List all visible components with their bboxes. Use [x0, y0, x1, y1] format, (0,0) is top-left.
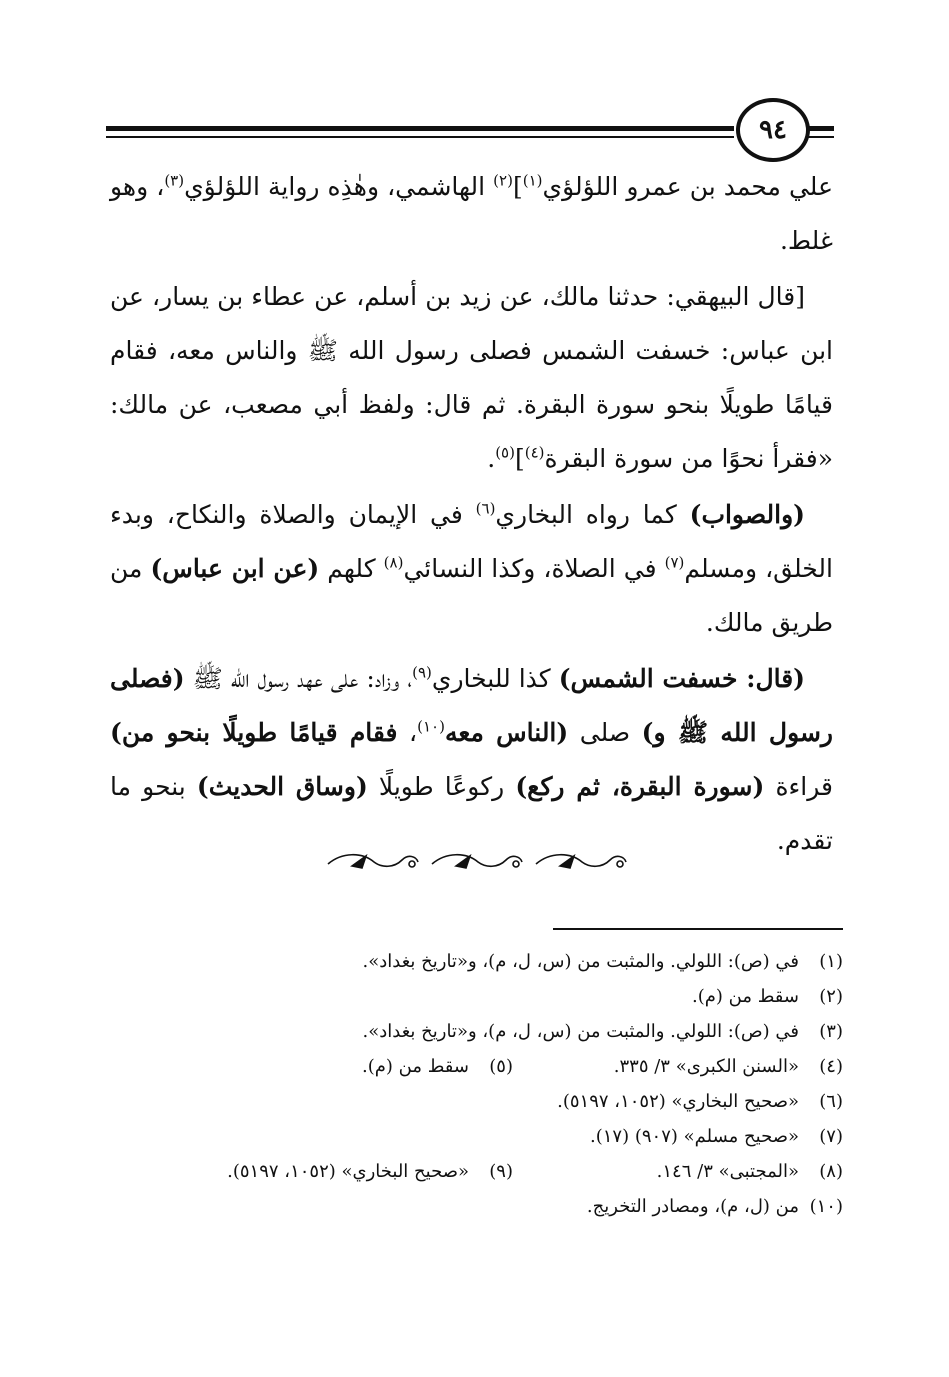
footnote-ref-3[interactable]: (٣) — [164, 171, 185, 190]
p2-text-c: . — [487, 444, 496, 473]
footnote-number: (٦) — [819, 1091, 843, 1112]
footnote-7 — [110, 1119, 843, 1154]
footnote-number: (٢) — [819, 986, 843, 1007]
footnote-ref-2[interactable]: (٢) — [493, 171, 513, 190]
footnote-number: (٧) — [819, 1126, 843, 1147]
page-number: ٩٤ — [736, 98, 810, 162]
p2-text-a: [قال البيهقي: حدثنا مالك، عن زيد بن أسلم، عن عطاء بن يسار، عن ابن عباس: خسفت الشمس فصلى رسول الله ﷺ والناس معه، فقام قيامًا طويلًا بنحو سورة البقرة. ثم قال: ولفظ أبي مصعب، عن مالك: «فقرأ نحوًا من سورة البقرة — [110, 282, 833, 473]
footnote-text: من (ل، م)، ومصادر التخريج. — [586, 1196, 799, 1217]
p4-text-g: بنحو ما تقدم. — [110, 772, 833, 855]
p1-text-b: ] — [512, 172, 523, 201]
p3-text-c: في الصلاة، وكذا النسائي — [403, 554, 665, 583]
p4-text-b: ، وزاد: على عهد رسول الله ﷺ — [184, 664, 413, 693]
p3-text-a: كما رواه البخاري — [495, 500, 690, 529]
footnotes — [110, 944, 843, 1224]
footnote-text: في (ص): اللولي. والمثبت من (س، ل، م)، و«تاريخ بغداد». — [362, 951, 799, 972]
p3-text-d: كلهم — [319, 554, 384, 583]
ornament-motif-left — [328, 855, 418, 868]
footnote-number: (٤) — [819, 1056, 843, 1077]
footnote-ref-4[interactable]: (٤) — [524, 443, 545, 462]
footnote-ref-1[interactable]: (١) — [522, 171, 543, 190]
p4-bold-1: (قال: خسفت الشمس) — [558, 664, 806, 693]
footnote-5 — [362, 1049, 513, 1084]
p1-text-a: علي محمد بن عمرو اللؤلؤي — [542, 172, 833, 201]
footnote-number: (٥) — [489, 1056, 513, 1077]
footnote-number: (٨) — [819, 1161, 843, 1182]
p4-text-d: ، — [397, 718, 418, 747]
p1-text-d: ، وهو غلط. — [110, 172, 833, 255]
paragraph-4 — [110, 652, 833, 868]
p4-bold-4: فقام قيامًا طويلًا بنحو من) — [110, 718, 398, 747]
p1-text-c: الهاشمي، وهٰذِه رواية اللؤلؤي — [184, 172, 494, 201]
footnote-3 — [110, 1014, 843, 1049]
ornament-motif-center — [432, 855, 522, 868]
footnote-number: (١) — [819, 951, 843, 972]
footnote-8 — [513, 1154, 843, 1189]
decorative-divider — [322, 846, 630, 876]
p3-bold-1: (والصواب) — [689, 500, 805, 529]
page-header — [106, 96, 834, 166]
p4-text-e: قراءة — [764, 772, 833, 801]
footnote-text: «صحيح البخاري» (١٠٥٢، ٥١٩٧). — [227, 1161, 469, 1182]
footnote-text: «صحيح البخاري» (١٠٥٢، ٥١٩٧). — [557, 1091, 799, 1112]
ornament-motif-right — [536, 855, 626, 868]
paragraph-3 — [110, 488, 833, 650]
p4-text-a: كذا للبخاري — [431, 664, 559, 693]
footnote-separator — [553, 928, 843, 930]
footnote-text: سقط من (م). — [362, 1056, 469, 1077]
footnote-ref-6[interactable]: (٦) — [475, 499, 496, 518]
footnote-ref-8[interactable]: (٨) — [383, 553, 404, 572]
p2-text-b: ] — [514, 444, 525, 473]
paragraph-2 — [110, 270, 833, 486]
footnote-ref-7[interactable]: (٧) — [664, 553, 685, 572]
footnote-row-8-9 — [110, 1154, 843, 1189]
header-rule-thick — [106, 126, 734, 131]
paragraph-1 — [110, 160, 833, 268]
p4-text-f: ركوعًا طويلًا — [367, 772, 516, 801]
p4-bold-6: (وساق الحديث) — [196, 772, 368, 801]
p3-text-e: من طريق مالك. — [110, 554, 833, 637]
footnote-text: سقط من (م). — [692, 986, 799, 1007]
p4-bold-2: (فصلى رسول الله ﷺ و) — [110, 664, 834, 747]
footnote-text: «المجتبى» ٣/ ١٤٦. — [656, 1161, 799, 1182]
body-text — [110, 160, 833, 870]
footnote-number: (١٠) — [809, 1196, 843, 1217]
header-rule-thin — [106, 136, 734, 138]
footnote-ref-5[interactable]: (٥) — [495, 443, 515, 462]
footnote-text: في (ص): اللولي. والمثبت من (س، ل، م)، و«تاريخ بغداد». — [362, 1021, 799, 1042]
footnote-ref-9[interactable]: (٩) — [412, 663, 432, 682]
p4-bold-5: (سورة البقرة، ثم ركع) — [515, 772, 765, 801]
p4-text-c: صلى — [568, 718, 642, 747]
footnote-4 — [513, 1049, 843, 1084]
footnote-9 — [227, 1154, 513, 1189]
footnote-row-4-5 — [110, 1049, 843, 1084]
p3-bold-2: (عن ابن عباس) — [150, 554, 320, 583]
footnote-text: «صحيح مسلم» (٩٠٧) (١٧). — [590, 1126, 799, 1147]
footnote-number: (٩) — [489, 1161, 513, 1182]
footnote-1 — [110, 944, 843, 979]
p4-bold-3: (الناس معه — [444, 718, 569, 747]
footnote-2 — [110, 979, 843, 1014]
footnote-text: «السنن الكبرى» ٣/ ٣٣٥. — [613, 1056, 799, 1077]
footnote-10 — [110, 1189, 843, 1224]
footnote-number: (٣) — [819, 1021, 843, 1042]
footnote-ref-10[interactable]: (١٠) — [417, 717, 445, 736]
p3-text-b: في الإيمان والصلاة والنكاح، وبدء الخلق، ومسلم — [110, 500, 833, 583]
footnote-6 — [110, 1084, 843, 1119]
